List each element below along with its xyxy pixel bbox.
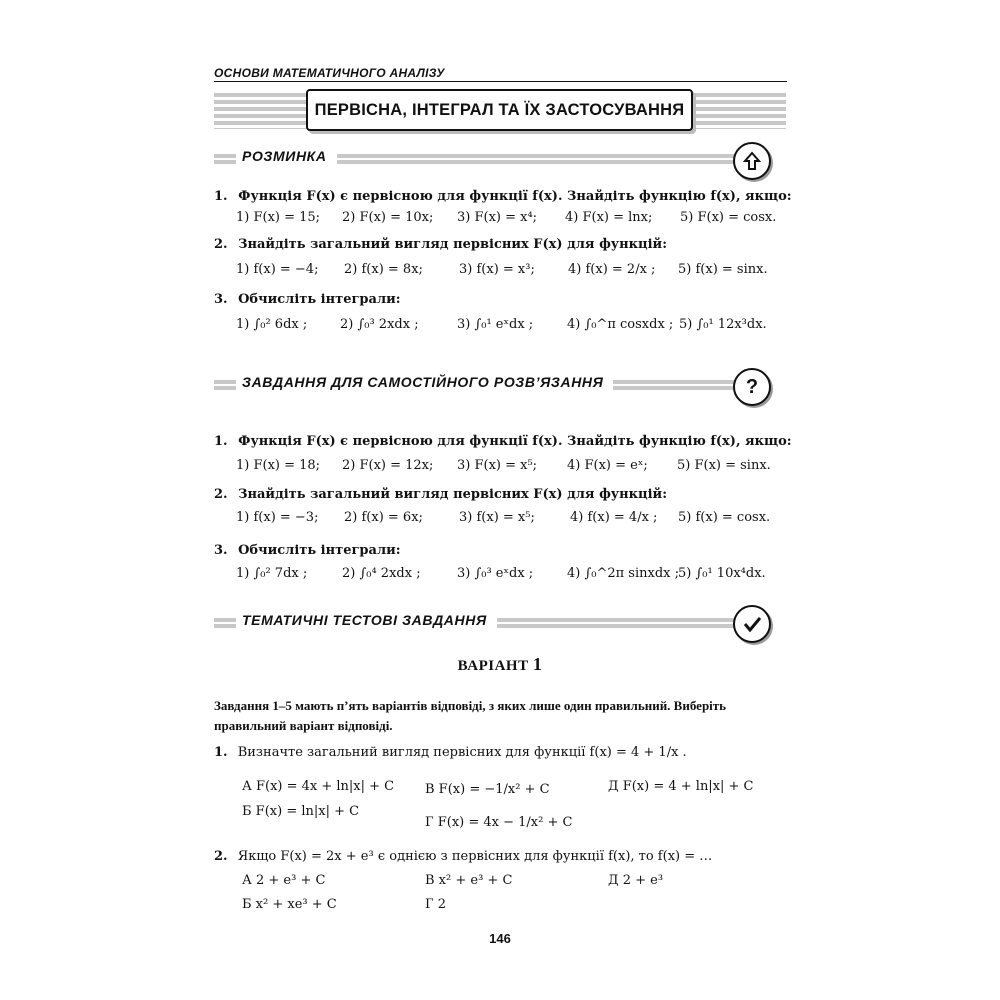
page-number: 146 (489, 931, 511, 946)
item: 4) F(x) = eˣ; (567, 458, 648, 473)
question-text (214, 487, 667, 502)
item: 3) F(x) = x⁵; (457, 458, 538, 473)
item: 2) f(x) = 6x; (344, 510, 423, 525)
option-g[interactable]: Г F(x) = 4x − 1/x² + C (425, 815, 573, 830)
section-header-self (214, 372, 760, 394)
item: 3) f(x) = x⁵; (459, 510, 535, 525)
option-b[interactable]: Б x² + xe³ + C (242, 897, 337, 912)
item: 2) F(x) = 12x; (342, 458, 434, 473)
option-g[interactable]: Г 2 (425, 897, 447, 912)
answer-row (0, 510, 1000, 530)
item: 4) f(x) = 4/x ; (570, 510, 658, 525)
section-label: ТЕМАТИЧНІ ТЕСТОВІ ЗАВДАННЯ (236, 610, 497, 630)
question-number: 1. (214, 745, 228, 760)
item: 5) f(x) = sinx. (678, 262, 768, 277)
test-question (214, 849, 712, 864)
checkmark-icon (733, 605, 771, 643)
running-head: ОСНОВИ МАТЕМАТИЧНОГО АНАЛІЗУ (214, 66, 445, 80)
page-title: ПЕРВІСНА, ІНТЕГРАЛ ТА ЇХ ЗАСТОСУВАННЯ (306, 89, 693, 131)
instructions: Завдання 1–5 мають п’ять варіантів відповіді, з яких лише один правильний. Виберіть правильний варіант відповіді. (214, 698, 727, 733)
option-a[interactable]: А F(x) = 4x + ln|x| + C (242, 779, 395, 794)
question-statement: Визначте загальний вигляд первісних для функції f(x) = 4 + 1/x . (237, 745, 687, 760)
answer-row (0, 210, 1000, 230)
question-text (214, 543, 401, 558)
item: 5) F(x) = sinx. (677, 458, 771, 473)
option-a[interactable]: А 2 + e³ + C (242, 873, 326, 888)
item: 3) f(x) = x³; (459, 262, 535, 277)
item: 4) F(x) = lnx; (565, 210, 653, 225)
item: 1) ∫₀² 6dx ; (236, 317, 308, 332)
section-label: РОЗМИНКА (236, 146, 337, 166)
item: 1) F(x) = 15; (236, 210, 321, 225)
option-v[interactable]: В F(x) = −1/x² + C (425, 782, 550, 797)
test-question (214, 745, 687, 760)
question-number: 3. (214, 292, 228, 307)
item: 1) f(x) = −4; (236, 262, 319, 277)
question-statement: Знайдіть загальний вигляд первісних F(x) для функцій: (238, 487, 667, 502)
item: 3) ∫₀¹ eˣdx ; (457, 317, 534, 332)
question-number: 2. (214, 237, 228, 252)
question-statement: Функція F(x) є первісною для функції f(x). Знайдіть функцію f(x), якщо: (238, 434, 792, 449)
question-number: 2. (214, 487, 228, 502)
variant-label: ВАРІАНТ (457, 658, 529, 674)
item: 5) f(x) = cosx. (678, 510, 771, 525)
question-text (214, 292, 401, 307)
item: 1) ∫₀² 7dx ; (236, 566, 308, 581)
question-icon: ? (733, 368, 771, 406)
variant-number: 1 (532, 654, 543, 674)
question-text (214, 434, 792, 449)
variant-heading (0, 654, 1000, 675)
question-text (214, 237, 667, 252)
item: 5) ∫₀¹ 10x⁴dx. (678, 566, 766, 581)
question-number: 3. (214, 543, 228, 558)
question-statement: Обчисліть інтеграли: (238, 292, 401, 307)
item: 5) ∫₀¹ 12x³dx. (679, 317, 767, 332)
option-d[interactable]: Д F(x) = 4 + ln|x| + C (608, 779, 754, 794)
section-header-warmup (214, 146, 760, 168)
item: 3) F(x) = x⁴; (457, 210, 538, 225)
item: 2) ∫₀³ 2xdx ; (340, 317, 419, 332)
question-statement: Якщо F(x) = 2x + e³ є однією з первісних для функції f(x), то f(x) = … (237, 849, 713, 864)
item: 1) F(x) = 18; (236, 458, 321, 473)
item: 1) f(x) = −3; (236, 510, 319, 525)
question-statement: Знайдіть загальний вигляд первісних F(x) для функцій: (238, 237, 667, 252)
arrow-up-icon (733, 142, 771, 180)
question-number: 1. (214, 434, 228, 449)
option-d[interactable]: Д 2 + e³ (608, 873, 664, 888)
divider (214, 81, 787, 82)
option-v[interactable]: В x² + e³ + C (425, 873, 513, 888)
question-statement: Функція F(x) є первісною для функції f(x). Знайдіть функцію f(x), якщо: (238, 189, 792, 204)
item: 4) ∫₀^2π sinxdx ; (567, 566, 679, 581)
item: 2) f(x) = 8x; (344, 262, 423, 277)
item: 5) F(x) = cosx. (680, 210, 777, 225)
question-number: 2. (214, 849, 228, 864)
question-text (214, 189, 792, 204)
section-header-tests (214, 610, 760, 632)
section-label: ЗАВДАННЯ ДЛЯ САМОСТІЙНОГО РОЗВ’ЯЗАННЯ (236, 372, 613, 392)
question-statement: Обчисліть інтеграли: (238, 543, 401, 558)
item: 2) ∫₀⁴ 2xdx ; (342, 566, 421, 581)
answer-row (0, 458, 1000, 478)
item: 3) ∫₀³ eˣdx ; (457, 566, 534, 581)
answer-row (0, 262, 1000, 282)
item: 2) F(x) = 10x; (342, 210, 434, 225)
item: 4) f(x) = 2/x ; (568, 262, 656, 277)
item: 4) ∫₀^π cosxdx ; (567, 317, 674, 332)
question-number: 1. (214, 189, 228, 204)
answer-row (0, 566, 1000, 586)
answer-row (0, 317, 1000, 337)
option-b[interactable]: Б F(x) = ln|x| + C (242, 804, 360, 819)
